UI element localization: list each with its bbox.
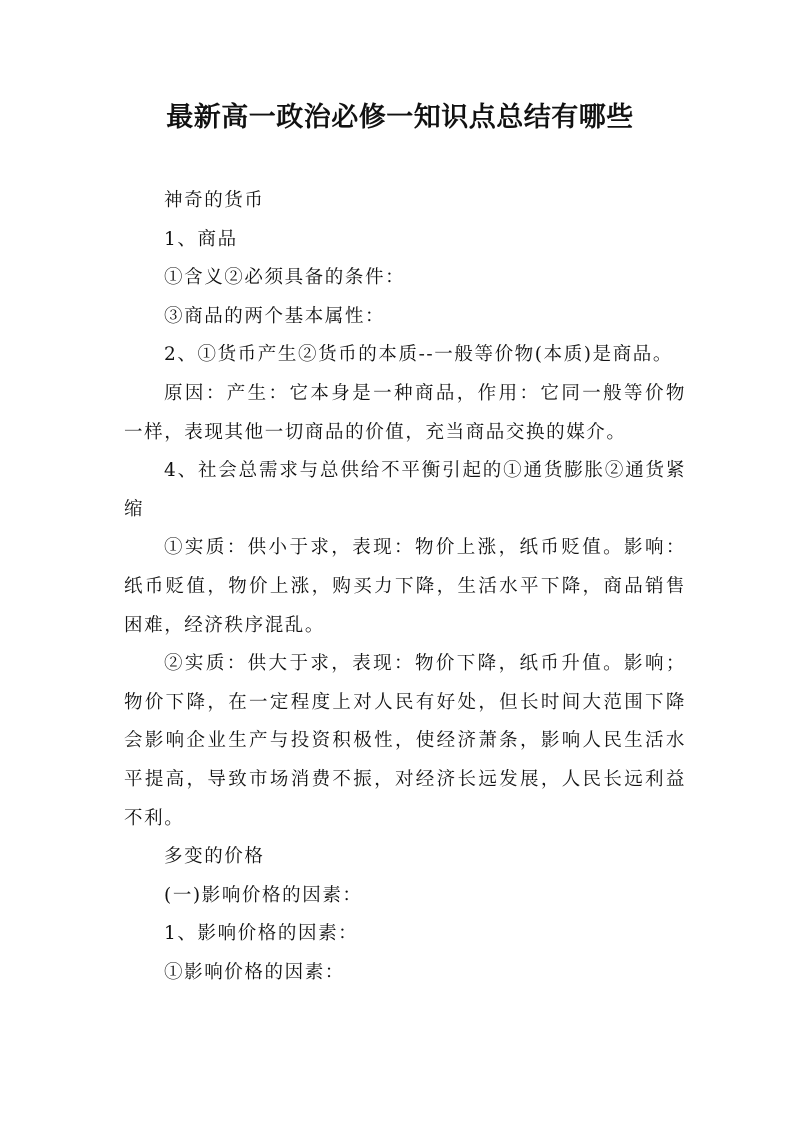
paragraph: ②实质：供大于求，表现：物价下降，纸币升值。影响；物价下降，在一定程度上对人民有好处，但长时间大范围下降会影响企业生产与投资积极性，使经济萧条，影响人民生活水平提高，导致市场消费不振，对经济长远发展，人民长远利益不利。 [124,653,686,829]
paragraph: 神奇的货币 [164,190,265,211]
paragraph: ①影响价格的因素： [164,961,345,983]
paragraph: 1、影响价格的因素： [164,923,359,945]
paragraph: ①实质：供小于求，表现：物价上涨，纸币贬值。影响：纸币贬值，物价上涨，购买力下降，生活水平下降，商品销售困难，经济秩序混乱。 [124,537,686,636]
paragraph: ③商品的两个基本属性： [164,305,386,327]
document-title: 最新高一政治必修一知识点总结有哪些 [166,102,634,133]
section-heading: 多变的价格 [164,846,265,868]
paragraph: 4、社会总需求与总供给不平衡引起的①通货膨胀②通货紧缩 [124,460,686,520]
paragraph: ①含义②必须具备的条件： [164,267,406,289]
paragraph: 原因：产生：它本身是一种商品，作用：它同一般等价物一样，表现其他一切商品的价值，充当商品交换的媒介。 [124,382,686,443]
paragraph: (一)影响价格的因素： [164,884,363,906]
paragraph: 2、①货币产生②货币的本质--一般等价物(本质)是商品。 [164,344,674,366]
paragraph: 1、商品 [164,228,238,250]
document-body [124,182,686,992]
